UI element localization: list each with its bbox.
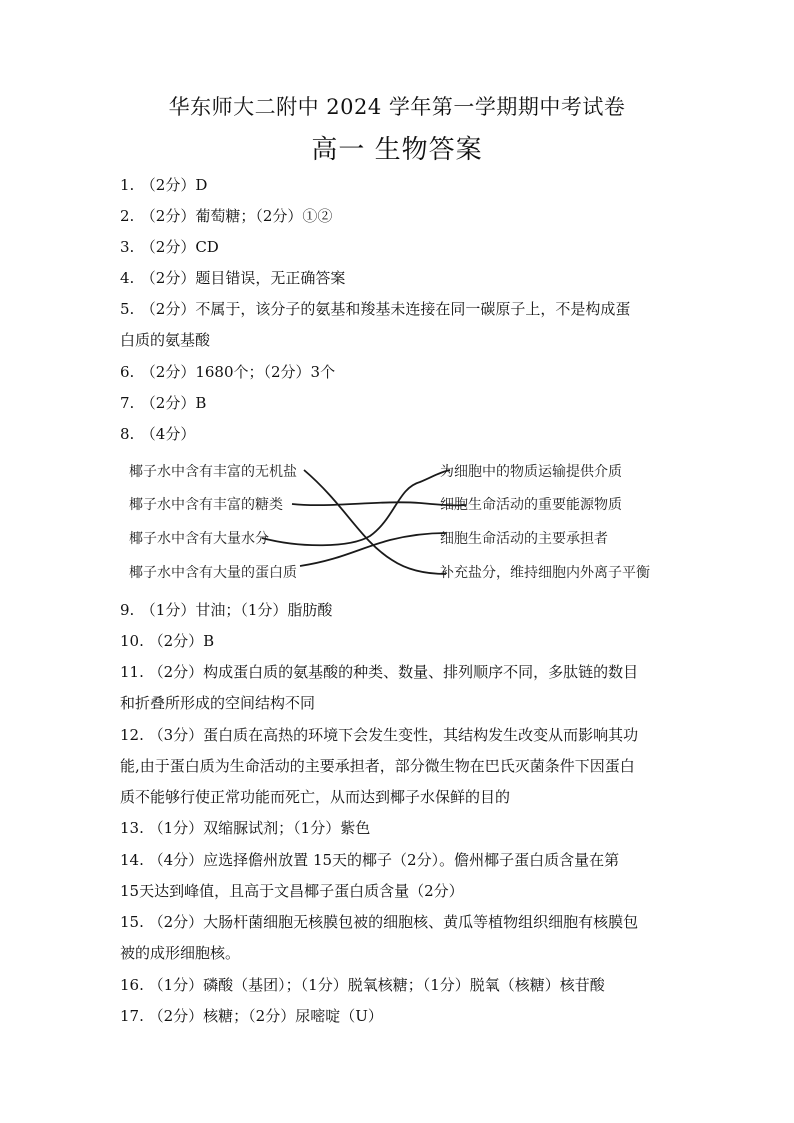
match-line-water [262,470,450,545]
match-right-item: 细胞生命活动的主要承担者 [440,531,608,547]
answer-line: 7. （2分）B [120,394,207,412]
answer-subtitle: 高一 生物答案 [311,135,483,165]
answer-line: 13. （1分）双缩脲试剂；（1分）紫色 [120,819,371,837]
answer-line: 5. （2分）不属于，该分子的氨基和羧基未连接在同一碳原子上，不是构成蛋 [120,300,631,318]
match-left-item: 椰子水中含有大量的蛋白质 [129,565,297,581]
answer-line: 1. （2分）D [120,176,208,194]
answer-line-continued: 白质的氨基酸 [120,331,211,349]
answer-line: 8. （4分） [120,425,196,443]
answer-line: 11. （2分）构成蛋白质的氨基酸的种类、数量、排列顺序不同，多肽链的数目 [120,663,639,681]
answer-line: 2. （2分）葡萄糖；（2分）①② [120,207,333,225]
answer-line: 17. （2分）核糖；（2分）尿嘧啶（U） [120,1007,383,1025]
answer-line: 4. （2分）题目错误，无正确答案 [120,269,346,287]
answer-line-continued: 和折叠所形成的空间结构不同 [120,694,316,712]
answer-line-continued: 质不能够行使正常功能而死亡，从而达到椰子水保鲜的目的 [120,788,511,806]
answer-line: 6. （2分）1680个；（2分）3个 [120,363,336,381]
match-left-item: 椰子水中含有丰富的无机盐 [129,464,297,480]
match-right-item: 补充盐分，维持细胞内外离子平衡 [440,565,650,581]
match-left-item: 椰子水中含有丰富的糖类 [129,497,283,513]
answer-line: 3. （2分）CD [120,238,219,256]
match-right-item: 细胞生命活动的重要能源物质 [440,497,622,513]
answer-line: 10. （2分）B [120,632,215,650]
answer-line-continued: 15天达到峰值，且高于文昌椰子蛋白质含量（2分） [120,882,464,900]
exam-title: 华东师大二附中 2024 学年第一学期期中考试卷 [168,95,626,119]
answer-line: 9. （1分）甘油；（1分）脂肪酸 [120,601,333,619]
answer-line: 16. （1分）磷酸（基团）；（1分）脱氧核糖；（1分）脱氧（核糖）核苷酸 [120,976,605,994]
match-right-item: 为细胞中的物质运输提供介质 [440,464,622,480]
match-left-item: 椰子水中含有大量水分 [129,531,269,547]
answer-line: 15. （2分）大肠杆菌细胞无核膜包被的细胞核、黄瓜等植物组织细胞有核膜包 [120,913,639,931]
answer-line-continued: 能,由于蛋白质为生命活动的主要承担者，部分微生物在巴氏灭菌条件下因蛋白 [120,757,635,775]
match-line-protein [300,533,446,566]
match-line-inorganic-salt [304,470,446,574]
answer-line: 12. （3分）蛋白质在高热的环境下会发生变性，其结构发生改变从而影响其功 [120,726,639,744]
answer-line: 14. （4分）应选择儋州放置 15天的椰子（2分）。儋州椰子蛋白质含量在第 [120,851,620,869]
answer-line-continued: 被的成形细胞核。 [120,944,241,962]
